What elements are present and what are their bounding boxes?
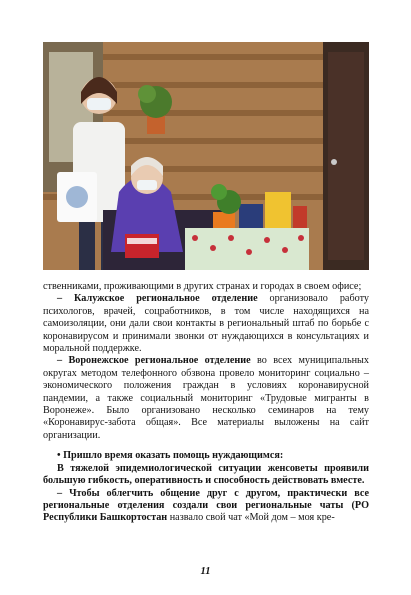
paragraph-bullet-heading — [43, 450, 369, 462]
paragraph-flexibility — [43, 463, 369, 488]
photo-illustration — [43, 42, 369, 270]
bullet-heading: • Пришло время оказать помощь нуждающимся: — [57, 450, 284, 462]
kaluga-text: организовало работу психологов, врачей, соцработников, в том числе находящихся на самоизоляции, они дали свои контакты в региональный штаб по борьбе с коронавирусом и принимали звонки от нуждающихся в консультациях и моральной поддержке. — [43, 293, 370, 355]
body-text — [43, 281, 369, 525]
paragraph-kaluga — [43, 293, 369, 355]
paragraph-chats — [43, 488, 369, 525]
paragraph-voronezh — [43, 355, 369, 442]
chats-heading: – Чтобы облегчить общение друг с другом, практически все региональные отделения создали свои региональные чаты (РО Республики Башкортостан — [43, 487, 369, 524]
chats-text: назвало свой чат «Мой дом – моя кре- — [167, 512, 335, 524]
paragraph-continuation: ственниками, проживающими в других странах и городах в своем офисе; — [43, 281, 362, 292]
page-number: 11 — [200, 566, 211, 577]
photo — [43, 42, 369, 270]
voronezh-heading: – Воронежское региональное отделение — [57, 355, 251, 367]
kaluga-heading: – Калужское региональное отделение — [57, 293, 258, 305]
voronezh-text: во всех муниципальных округах методом телефонного обзвона провело мониторинг социально – экономического положения граждан в условиях коронавирусной пандемии, а также социальный мониторинг «Трудовые мигранты в Воронеже». Было организовано несколько семинаров на тему «Коронавирус-забота общая». Все материалы выложены на сайт организации. — [43, 355, 369, 441]
flexibility-text: В тяжелой эпидемиологической ситуации женсоветы проявили большую гибкость, оперативность и способность действовать вместе. — [43, 462, 369, 487]
